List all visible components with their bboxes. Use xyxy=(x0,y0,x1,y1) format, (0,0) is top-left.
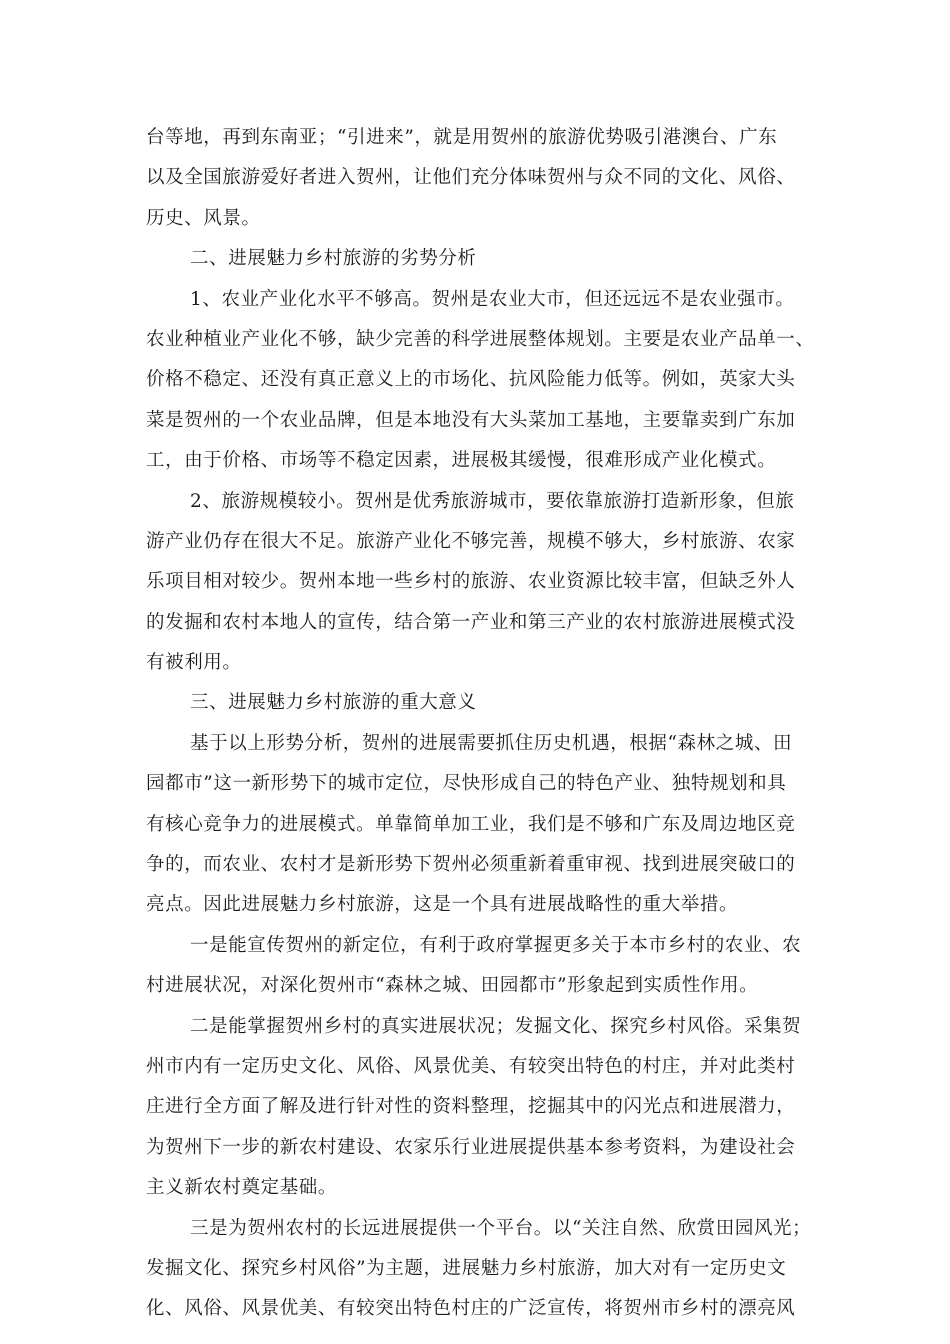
paragraph-first-line: 三、进展魅力乡村旅游的重大意义 xyxy=(190,692,477,714)
paragraph-first-line: 二是能掌握贺州乡村的真实进展状况；发掘文化、探究乡村风俗。采集贺 xyxy=(190,1015,802,1037)
text-line: 为贺州下一步的新农村建设、农家乐行业进展提供基本参考资料，为建设社会 xyxy=(146,1136,796,1158)
text-line: 园都市”这一新形势下的城市定位，尽快形成自己的特色产业、独特规划和具 xyxy=(146,773,787,795)
text-line: 主义新农村奠定基础。 xyxy=(146,1177,338,1199)
paragraph-first-line: 一是能宣传贺州的新定位，有利于政府掌握更多关于本市乡村的农业、农 xyxy=(190,934,802,956)
text-line: 工，由于价格、市场等不稳定因素，进展极其缓慢，很难形成产业化模式。 xyxy=(146,450,777,472)
text-line: 州市内有一定历史文化、风俗、风景优美、有较突出特色的村庄，并对此类村 xyxy=(146,1055,796,1077)
text-line: 价格不稳定、还没有真正意义上的市场化、抗风险能力低等。例如，英家大头 xyxy=(146,369,796,391)
text-line: 有核心竞争力的进展模式。单靠简单加工业，我们是不够和广东及周边地区竞 xyxy=(146,813,796,835)
text-line: 发掘文化、探究乡村风俗”为主题，进展魅力乡村旅游，加大对有一定历史文 xyxy=(146,1257,787,1279)
text-line: 争的，而农业、农村才是新形势下贺州必须重新着重审视、找到进展突破口的 xyxy=(146,854,796,876)
text-line: 菜是贺州的一个农业品牌，但是本地没有大头菜加工基地，主要靠卖到广东加 xyxy=(146,409,796,431)
paragraph-first-line: 二、进展魅力乡村旅游的劣势分析 xyxy=(190,248,477,270)
text-line: 庄进行全方面了解及进行针对性的资料整理，挖掘其中的闪光点和进展潜力， xyxy=(146,1096,796,1118)
text-line: 乐项目相对较少。贺州本地一些乡村的旅游、农业资源比较丰富，但缺乏外人 xyxy=(146,571,796,593)
document-body xyxy=(146,118,815,1330)
text-line: 台等地，再到东南亚；“引进来”，就是用贺州的旅游优势吸引港澳台、广东 xyxy=(146,127,778,148)
text-line: 亮点。因此进展魅力乡村旅游，这是一个具有进展战略性的重大举措。 xyxy=(146,894,739,916)
text-line: 有被利用。 xyxy=(146,652,242,674)
paragraph-first-line: 1、农业产业化水平不够高。贺州是农业大市，但还远远不是农业强市。 xyxy=(190,288,795,310)
text-line: 的发掘和农村本地人的宣传，结合第一产业和第三产业的农村旅游进展模式没 xyxy=(146,611,796,633)
paragraph-first-line: 三是为贺州农村的长远进展提供一个平台。以“关注自然、欣赏田园风光； xyxy=(190,1217,812,1239)
text-line: 以及全国旅游爱好者进入贺州，让他们充分体味贺州与众不同的文化、风俗、 xyxy=(146,167,796,189)
text-line: 农业种植业产业化不够，缺少完善的科学进展整体规划。主要是农业产品单一、 xyxy=(146,328,815,350)
paragraph-first-line: 基于以上形势分析，贺州的进展需要抓住历史机遇，根据“森林之城、田 xyxy=(190,732,793,754)
text-line: 村进展状况，对深化贺州市“森林之城、田园都市”形象起到实质性作用。 xyxy=(146,975,759,997)
text-line: 化、风俗、风景优美、有较突出特色村庄的广泛宣传，将贺州市乡村的漂亮风 xyxy=(146,1298,796,1320)
paragraph-first-line: 2、旅游规模较小。贺州是优秀旅游城市，要依靠旅游打造新形象，但旅 xyxy=(190,490,795,512)
text-line: 游产业仍存在很大不足。旅游产业化不够完善，规模不够大，乡村旅游、农家 xyxy=(146,530,796,552)
text-line: 历史、风景。 xyxy=(146,207,261,229)
